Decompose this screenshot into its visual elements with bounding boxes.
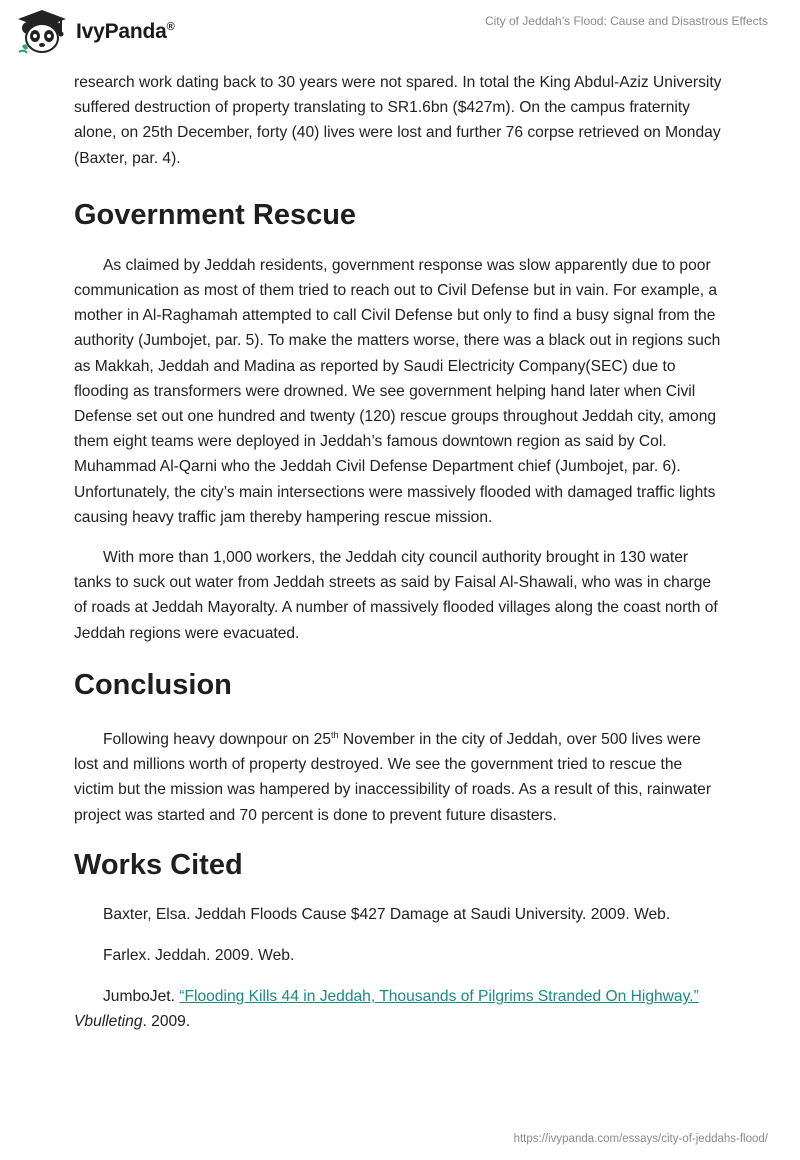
citation-link[interactable]: “Flooding Kills 44 in Jeddah, Thousands of Pilgrims Stranded On Highway.” bbox=[179, 988, 699, 1006]
citation-farlex: Farlex. Jeddah. 2009. Web. bbox=[103, 947, 295, 965]
ivypanda-logo[interactable] bbox=[16, 8, 175, 56]
intro-paragraph: research work dating back to 30 years were not spared. In total the King Abdul-Aziz University suffered destruction of property translating to SR1.6bn ($427m). On the campus fraternity alone, on 25th December, forty (40) lives were lost and further 76 corpse retrieved on Monday (Baxter, par. 4). bbox=[74, 74, 722, 167]
document-title: City of Jeddah’s Flood: Cause and Disastrous Effects bbox=[484, 14, 768, 28]
citation-jumbojet: JumboJet. “Flooding Kills 44 in Jeddah, Thousands of Pilgrims Stranded On Highway.” Vbulleting. 2009. bbox=[74, 988, 699, 1031]
conclusion-paragraph: Following heavy downpour on 25th November in the city of Jeddah, over 500 lives were lost and millions worth of property destroyed. We see the government tried to rescue the victim but the mission was hampered by inaccessibility of roads. As a result of this, rainwater project was started and 70 percent is done to prevent future disasters. bbox=[74, 729, 712, 824]
citation-source: Vbulleting bbox=[74, 1013, 143, 1031]
heading-conclusion: Conclusion bbox=[74, 668, 232, 701]
essay-content bbox=[74, 70, 724, 1035]
source-url[interactable]: https://ivypanda.com/essays/city-of-jeddahs-flood/ bbox=[513, 1133, 768, 1145]
citation-baxter: Baxter, Elsa. Jeddah Floods Cause $427 Damage at Saudi University. 2009. Web. bbox=[103, 905, 671, 923]
rescue-paragraph-1: As claimed by Jeddah residents, government response was slow apparently due to poor communication as most of them tried to reach out to Civil Defense but in vain. For example, a mother in Al-Raghamah attempted to call Civil Defense but only to find a busy signal from the authority (Jumbojet, par. 5). To make the matters worse, there was a black out in regions such as Makkah, Jeddah and Madina as reported by Saudi Electricity Company(SEC) due to flooding as transformers were drowned. We see government helping hand later when Civil Defense set out one hundred and twenty (120) rescue groups throughout Jeddah city, among them eight teams were deployed in Jeddah’s famous downtown region as said by Col. Muhammad Al-Qarni who the Jeddah Civil Defense Department chief (Jumbojet, par. 6). Unfortunately, the city’s main intersections were massively flooded with damaged traffic lights causing heavy traffic jam thereby hampering rescue mission. bbox=[74, 256, 721, 526]
rescue-paragraph-2: With more than 1,000 workers, the Jeddah city council authority brought in 130 water tanks to suck out water from Jeddah streets as said by Faisal Al-Shawali, who was in charge of roads at Jeddah Mayoralty. A number of massively flooded villages along the coast north of Jeddah regions were evacuated. bbox=[74, 549, 718, 642]
heading-government-rescue: Government Rescue bbox=[74, 198, 357, 231]
page-header bbox=[0, 0, 800, 64]
heading-works-cited: Works Cited bbox=[74, 848, 243, 881]
panda-graduate-icon bbox=[16, 8, 68, 56]
registered-mark: ® bbox=[166, 21, 175, 33]
brand-name: IvyPanda® bbox=[76, 20, 175, 43]
ordinal-suffix: th bbox=[331, 729, 339, 740]
